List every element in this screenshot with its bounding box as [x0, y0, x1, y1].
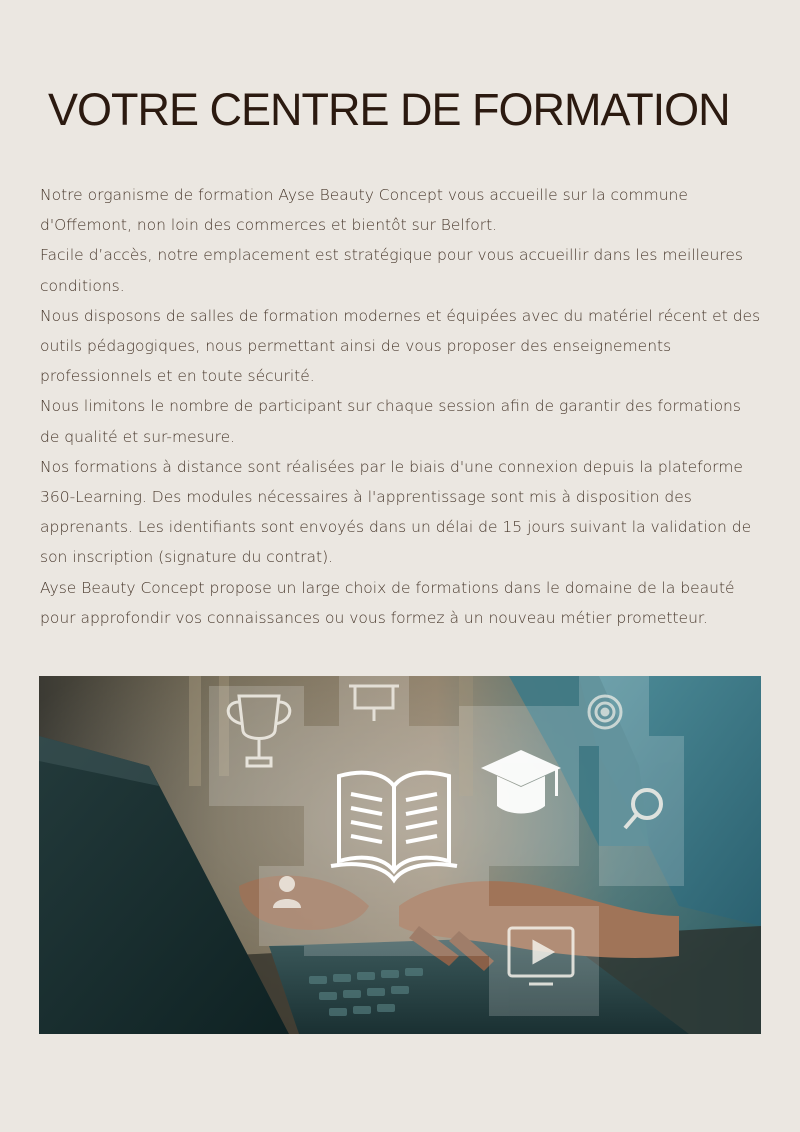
paragraph-rooms: Nous disposons de salles de formation modernes et équipées avec du matériel récent et des outils pédagogiques, nous permettant ainsi de vous proposer des enseignements professionnels et en toute sécurité.	[40, 306, 761, 386]
paragraph-participants: Nous limitons le nombre de participant sur chaque session afin de garantir des formations de qualité et sur-mesure.	[40, 397, 741, 446]
paragraph-access: Facile d’accès, notre emplacement est stratégique pour vous accueillir dans les meilleures conditions.	[40, 246, 743, 295]
intro-text	[40, 180, 764, 633]
paragraph-distance-learning: Nos formations à distance sont réalisées par le biais d'une connexion depuis la plateforme 360-Learning. Des modules nécessaires à l'apprentissage sont mis à disposition des apprenants. Les identifiants sont envoyés dans un délai de 15 jours suivant la validation de son inscription (signature du contrat).	[40, 457, 752, 567]
elearning-photo	[39, 676, 761, 1034]
paragraph-offer: Ayse Beauty Concept propose un large choix de formations dans le domaine de la beauté pour approfondir vos connaissances ou vous formez à un nouveau métier prometteur.	[40, 578, 735, 627]
page-title: VOTRE CENTRE DE FORMATION	[48, 84, 730, 135]
paragraph-location: Notre organisme de formation Ayse Beauty Concept vous accueille sur la commune d'Offemont, non loin des commerces et bientôt sur Belfort.	[40, 186, 688, 235]
